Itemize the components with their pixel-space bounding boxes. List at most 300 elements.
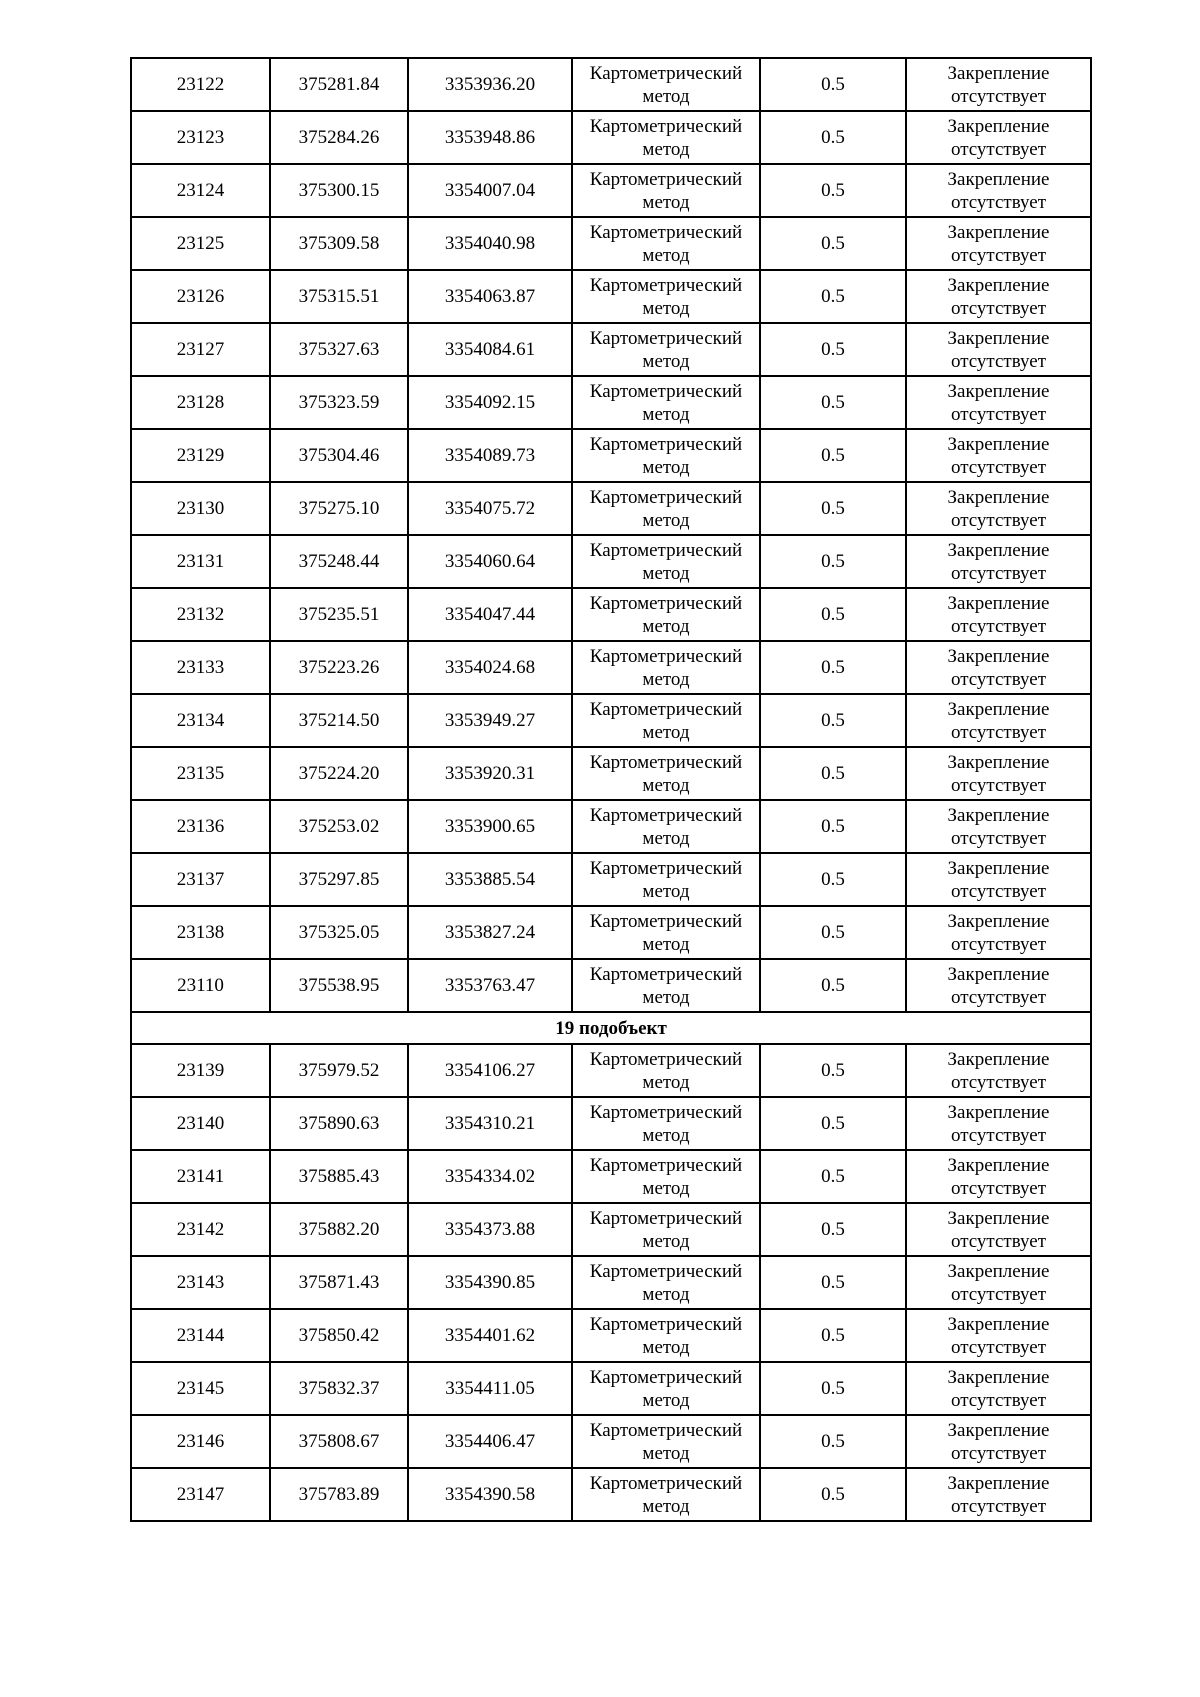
table-row bbox=[131, 800, 1091, 853]
fixing-cell bbox=[906, 694, 1091, 747]
fixing-cell-line-2: отсутствует bbox=[950, 244, 1047, 266]
table-row bbox=[131, 270, 1091, 323]
accuracy-cell: 0.5 bbox=[760, 58, 906, 111]
accuracy-cell: 0.5 bbox=[760, 482, 906, 535]
method-cell-line-1: Картометрический bbox=[589, 327, 743, 349]
section-title: 19 подобъект bbox=[131, 1012, 1091, 1044]
fixing-cell-line-1: Закрепление bbox=[947, 1419, 1050, 1441]
x-coordinate-cell: 375890.63 bbox=[270, 1097, 408, 1150]
accuracy-cell: 0.5 bbox=[760, 1362, 906, 1415]
y-coordinate-cell: 3354401.62 bbox=[408, 1309, 572, 1362]
method-cell bbox=[572, 376, 760, 429]
method-cell-line-2: метод bbox=[642, 562, 690, 584]
table-row bbox=[131, 1415, 1091, 1468]
table-row bbox=[131, 217, 1091, 270]
point-number-cell: 23128 bbox=[131, 376, 270, 429]
method-cell-line-1: Картометрический bbox=[589, 168, 743, 190]
table-row bbox=[131, 1203, 1091, 1256]
table-row bbox=[131, 1256, 1091, 1309]
method-cell bbox=[572, 217, 760, 270]
x-coordinate-cell: 375224.20 bbox=[270, 747, 408, 800]
fixing-cell-line-1: Закрепление bbox=[947, 1154, 1050, 1176]
fixing-cell bbox=[906, 906, 1091, 959]
accuracy-cell: 0.5 bbox=[760, 959, 906, 1012]
x-coordinate-cell: 375253.02 bbox=[270, 800, 408, 853]
table-row bbox=[131, 1150, 1091, 1203]
point-number-cell: 23144 bbox=[131, 1309, 270, 1362]
fixing-cell-line-2: отсутствует bbox=[950, 1071, 1047, 1093]
accuracy-cell: 0.5 bbox=[760, 800, 906, 853]
point-number-cell: 23129 bbox=[131, 429, 270, 482]
method-cell-line-1: Картометрический bbox=[589, 1419, 743, 1441]
document-page bbox=[130, 57, 1090, 1522]
method-cell bbox=[572, 535, 760, 588]
method-cell-line-1: Картометрический bbox=[589, 1313, 743, 1335]
accuracy-cell: 0.5 bbox=[760, 1044, 906, 1097]
point-number-cell: 23142 bbox=[131, 1203, 270, 1256]
y-coordinate-cell: 3354390.58 bbox=[408, 1468, 572, 1521]
x-coordinate-cell: 375309.58 bbox=[270, 217, 408, 270]
fixing-cell bbox=[906, 376, 1091, 429]
fixing-cell-line-1: Закрепление bbox=[947, 274, 1050, 296]
fixing-cell-line-1: Закрепление bbox=[947, 168, 1050, 190]
fixing-cell-line-2: отсутствует bbox=[950, 562, 1047, 584]
method-cell bbox=[572, 164, 760, 217]
point-number-cell: 23134 bbox=[131, 694, 270, 747]
method-cell-line-2: метод bbox=[642, 880, 690, 902]
fixing-cell bbox=[906, 111, 1091, 164]
fixing-cell bbox=[906, 1415, 1091, 1468]
fixing-cell-line-2: отсутствует bbox=[950, 1177, 1047, 1199]
method-cell-line-2: метод bbox=[642, 1230, 690, 1252]
method-cell-line-2: метод bbox=[642, 350, 690, 372]
point-number-cell: 23141 bbox=[131, 1150, 270, 1203]
fixing-cell-line-2: отсутствует bbox=[950, 1389, 1047, 1411]
method-cell bbox=[572, 1415, 760, 1468]
table-row bbox=[131, 694, 1091, 747]
fixing-cell bbox=[906, 1044, 1091, 1097]
fixing-cell-line-1: Закрепление bbox=[947, 115, 1050, 137]
table-row bbox=[131, 323, 1091, 376]
method-cell-line-2: метод bbox=[642, 509, 690, 531]
point-number-cell: 23110 bbox=[131, 959, 270, 1012]
fixing-cell-line-1: Закрепление bbox=[947, 751, 1050, 773]
y-coordinate-cell: 3354390.85 bbox=[408, 1256, 572, 1309]
fixing-cell bbox=[906, 588, 1091, 641]
method-cell-line-2: метод bbox=[642, 297, 690, 319]
accuracy-cell: 0.5 bbox=[760, 588, 906, 641]
method-cell-line-1: Картометрический bbox=[589, 221, 743, 243]
method-cell-line-2: метод bbox=[642, 1336, 690, 1358]
method-cell bbox=[572, 270, 760, 323]
method-cell bbox=[572, 323, 760, 376]
y-coordinate-cell: 3354063.87 bbox=[408, 270, 572, 323]
fixing-cell-line-2: отсутствует bbox=[950, 721, 1047, 743]
table-row bbox=[131, 535, 1091, 588]
fixing-cell-line-1: Закрепление bbox=[947, 592, 1050, 614]
y-coordinate-cell: 3353827.24 bbox=[408, 906, 572, 959]
fixing-cell-line-1: Закрепление bbox=[947, 1048, 1050, 1070]
method-cell-line-1: Картометрический bbox=[589, 1101, 743, 1123]
point-number-cell: 23131 bbox=[131, 535, 270, 588]
method-cell-line-1: Картометрический bbox=[589, 1048, 743, 1070]
table-row bbox=[131, 1362, 1091, 1415]
fixing-cell bbox=[906, 1256, 1091, 1309]
accuracy-cell: 0.5 bbox=[760, 1415, 906, 1468]
method-cell bbox=[572, 482, 760, 535]
point-number-cell: 23138 bbox=[131, 906, 270, 959]
point-number-cell: 23130 bbox=[131, 482, 270, 535]
fixing-cell-line-2: отсутствует bbox=[950, 191, 1047, 213]
point-number-cell: 23124 bbox=[131, 164, 270, 217]
fixing-cell-line-1: Закрепление bbox=[947, 1472, 1050, 1494]
method-cell bbox=[572, 588, 760, 641]
table-row bbox=[131, 1097, 1091, 1150]
fixing-cell-line-2: отсутствует bbox=[950, 933, 1047, 955]
table-row bbox=[131, 1309, 1091, 1362]
fixing-cell bbox=[906, 641, 1091, 694]
fixing-cell-line-1: Закрепление bbox=[947, 433, 1050, 455]
method-cell-line-1: Картометрический bbox=[589, 62, 743, 84]
x-coordinate-cell: 375297.85 bbox=[270, 853, 408, 906]
y-coordinate-cell: 3354334.02 bbox=[408, 1150, 572, 1203]
method-cell-line-2: метод bbox=[642, 138, 690, 160]
method-cell-line-2: метод bbox=[642, 827, 690, 849]
table-row bbox=[131, 111, 1091, 164]
method-cell-line-2: метод bbox=[642, 721, 690, 743]
table-row bbox=[131, 747, 1091, 800]
method-cell bbox=[572, 1203, 760, 1256]
y-coordinate-cell: 3354040.98 bbox=[408, 217, 572, 270]
point-number-cell: 23126 bbox=[131, 270, 270, 323]
method-cell bbox=[572, 747, 760, 800]
x-coordinate-cell: 375538.95 bbox=[270, 959, 408, 1012]
method-cell-line-2: метод bbox=[642, 1283, 690, 1305]
method-cell-line-1: Картометрический bbox=[589, 1207, 743, 1229]
fixing-cell-line-1: Закрепление bbox=[947, 910, 1050, 932]
fixing-cell-line-2: отсутствует bbox=[950, 1336, 1047, 1358]
y-coordinate-cell: 3353920.31 bbox=[408, 747, 572, 800]
fixing-cell bbox=[906, 1203, 1091, 1256]
x-coordinate-cell: 375281.84 bbox=[270, 58, 408, 111]
fixing-cell-line-2: отсутствует bbox=[950, 1495, 1047, 1517]
method-cell-line-1: Картометрический bbox=[589, 274, 743, 296]
fixing-cell-line-1: Закрепление bbox=[947, 857, 1050, 879]
y-coordinate-cell: 3354310.21 bbox=[408, 1097, 572, 1150]
y-coordinate-cell: 3353948.86 bbox=[408, 111, 572, 164]
x-coordinate-cell: 375882.20 bbox=[270, 1203, 408, 1256]
x-coordinate-cell: 375323.59 bbox=[270, 376, 408, 429]
method-cell bbox=[572, 694, 760, 747]
x-coordinate-cell: 375275.10 bbox=[270, 482, 408, 535]
table-row bbox=[131, 853, 1091, 906]
fixing-cell-line-1: Закрепление bbox=[947, 698, 1050, 720]
table-row bbox=[131, 58, 1091, 111]
x-coordinate-cell: 375783.89 bbox=[270, 1468, 408, 1521]
fixing-cell-line-1: Закрепление bbox=[947, 645, 1050, 667]
fixing-cell-line-2: отсутствует bbox=[950, 774, 1047, 796]
table-row bbox=[131, 1468, 1091, 1521]
fixing-cell-line-1: Закрепление bbox=[947, 1366, 1050, 1388]
fixing-cell-line-2: отсутствует bbox=[950, 986, 1047, 1008]
accuracy-cell: 0.5 bbox=[760, 906, 906, 959]
x-coordinate-cell: 375327.63 bbox=[270, 323, 408, 376]
fixing-cell bbox=[906, 323, 1091, 376]
table-row bbox=[131, 959, 1091, 1012]
y-coordinate-cell: 3354060.64 bbox=[408, 535, 572, 588]
method-cell-line-1: Картометрический bbox=[589, 592, 743, 614]
method-cell-line-1: Картометрический bbox=[589, 486, 743, 508]
accuracy-cell: 0.5 bbox=[760, 641, 906, 694]
fixing-cell-line-1: Закрепление bbox=[947, 539, 1050, 561]
fixing-cell-line-1: Закрепление bbox=[947, 1313, 1050, 1335]
y-coordinate-cell: 3353763.47 bbox=[408, 959, 572, 1012]
y-coordinate-cell: 3354024.68 bbox=[408, 641, 572, 694]
accuracy-cell: 0.5 bbox=[760, 1309, 906, 1362]
accuracy-cell: 0.5 bbox=[760, 1468, 906, 1521]
method-cell-line-2: метод bbox=[642, 774, 690, 796]
point-number-cell: 23123 bbox=[131, 111, 270, 164]
method-cell-line-1: Картометрический bbox=[589, 1366, 743, 1388]
x-coordinate-cell: 375214.50 bbox=[270, 694, 408, 747]
table-row bbox=[131, 588, 1091, 641]
point-number-cell: 23122 bbox=[131, 58, 270, 111]
table-row bbox=[131, 164, 1091, 217]
point-number-cell: 23146 bbox=[131, 1415, 270, 1468]
method-cell-line-1: Картометрический bbox=[589, 857, 743, 879]
fixing-cell-line-1: Закрепление bbox=[947, 963, 1050, 985]
y-coordinate-cell: 3354406.47 bbox=[408, 1415, 572, 1468]
method-cell-line-1: Картометрический bbox=[589, 645, 743, 667]
point-number-cell: 23143 bbox=[131, 1256, 270, 1309]
accuracy-cell: 0.5 bbox=[760, 376, 906, 429]
method-cell bbox=[572, 800, 760, 853]
method-cell bbox=[572, 1044, 760, 1097]
fixing-cell-line-2: отсутствует bbox=[950, 509, 1047, 531]
table-row bbox=[131, 482, 1091, 535]
fixing-cell-line-1: Закрепление bbox=[947, 327, 1050, 349]
x-coordinate-cell: 375808.67 bbox=[270, 1415, 408, 1468]
method-cell bbox=[572, 959, 760, 1012]
method-cell-line-1: Картометрический bbox=[589, 539, 743, 561]
method-cell-line-2: метод bbox=[642, 933, 690, 955]
point-number-cell: 23133 bbox=[131, 641, 270, 694]
point-number-cell: 23127 bbox=[131, 323, 270, 376]
point-number-cell: 23136 bbox=[131, 800, 270, 853]
y-coordinate-cell: 3353900.65 bbox=[408, 800, 572, 853]
method-cell-line-1: Картометрический bbox=[589, 1260, 743, 1282]
y-coordinate-cell: 3354084.61 bbox=[408, 323, 572, 376]
method-cell bbox=[572, 1362, 760, 1415]
accuracy-cell: 0.5 bbox=[760, 694, 906, 747]
x-coordinate-cell: 375832.37 bbox=[270, 1362, 408, 1415]
method-cell-line-1: Картометрический bbox=[589, 1154, 743, 1176]
table-row bbox=[131, 641, 1091, 694]
point-number-cell: 23135 bbox=[131, 747, 270, 800]
method-cell-line-2: метод bbox=[642, 85, 690, 107]
x-coordinate-cell: 375304.46 bbox=[270, 429, 408, 482]
fixing-cell bbox=[906, 164, 1091, 217]
point-number-cell: 23137 bbox=[131, 853, 270, 906]
fixing-cell-line-2: отсутствует bbox=[950, 350, 1047, 372]
method-cell-line-2: метод bbox=[642, 1442, 690, 1464]
fixing-cell bbox=[906, 1150, 1091, 1203]
fixing-cell bbox=[906, 1097, 1091, 1150]
method-cell bbox=[572, 906, 760, 959]
fixing-cell-line-2: отсутствует bbox=[950, 827, 1047, 849]
fixing-cell-line-2: отсутствует bbox=[950, 403, 1047, 425]
point-number-cell: 23140 bbox=[131, 1097, 270, 1150]
fixing-cell-line-2: отсутствует bbox=[950, 138, 1047, 160]
x-coordinate-cell: 375248.44 bbox=[270, 535, 408, 588]
method-cell-line-1: Картометрический bbox=[589, 433, 743, 455]
point-number-cell: 23147 bbox=[131, 1468, 270, 1521]
accuracy-cell: 0.5 bbox=[760, 217, 906, 270]
fixing-cell-line-2: отсутствует bbox=[950, 456, 1047, 478]
method-cell-line-2: метод bbox=[642, 986, 690, 1008]
fixing-cell-line-1: Закрепление bbox=[947, 62, 1050, 84]
fixing-cell bbox=[906, 535, 1091, 588]
accuracy-cell: 0.5 bbox=[760, 535, 906, 588]
method-cell-line-1: Картометрический bbox=[589, 698, 743, 720]
method-cell-line-2: метод bbox=[642, 1389, 690, 1411]
accuracy-cell: 0.5 bbox=[760, 164, 906, 217]
method-cell-line-1: Картометрический bbox=[589, 910, 743, 932]
x-coordinate-cell: 375885.43 bbox=[270, 1150, 408, 1203]
method-cell bbox=[572, 1468, 760, 1521]
method-cell bbox=[572, 641, 760, 694]
fixing-cell bbox=[906, 853, 1091, 906]
accuracy-cell: 0.5 bbox=[760, 270, 906, 323]
fixing-cell-line-2: отсутствует bbox=[950, 297, 1047, 319]
method-cell-line-2: метод bbox=[642, 1124, 690, 1146]
method-cell-line-2: метод bbox=[642, 1071, 690, 1093]
table-row bbox=[131, 429, 1091, 482]
x-coordinate-cell: 375284.26 bbox=[270, 111, 408, 164]
fixing-cell-line-2: отсутствует bbox=[950, 668, 1047, 690]
method-cell-line-2: метод bbox=[642, 668, 690, 690]
method-cell-line-1: Картометрический bbox=[589, 751, 743, 773]
coordinates-table-body bbox=[131, 58, 1091, 1521]
x-coordinate-cell: 375979.52 bbox=[270, 1044, 408, 1097]
x-coordinate-cell: 375235.51 bbox=[270, 588, 408, 641]
y-coordinate-cell: 3354373.88 bbox=[408, 1203, 572, 1256]
method-cell-line-2: метод bbox=[642, 456, 690, 478]
method-cell-line-1: Картометрический bbox=[589, 804, 743, 826]
fixing-cell bbox=[906, 747, 1091, 800]
y-coordinate-cell: 3354075.72 bbox=[408, 482, 572, 535]
fixing-cell-line-1: Закрепление bbox=[947, 1260, 1050, 1282]
accuracy-cell: 0.5 bbox=[760, 747, 906, 800]
fixing-cell bbox=[906, 217, 1091, 270]
fixing-cell-line-1: Закрепление bbox=[947, 804, 1050, 826]
y-coordinate-cell: 3353949.27 bbox=[408, 694, 572, 747]
point-number-cell: 23132 bbox=[131, 588, 270, 641]
fixing-cell-line-1: Закрепление bbox=[947, 1101, 1050, 1123]
x-coordinate-cell: 375325.05 bbox=[270, 906, 408, 959]
accuracy-cell: 0.5 bbox=[760, 323, 906, 376]
fixing-cell-line-2: отсутствует bbox=[950, 1230, 1047, 1252]
x-coordinate-cell: 375871.43 bbox=[270, 1256, 408, 1309]
accuracy-cell: 0.5 bbox=[760, 1256, 906, 1309]
coordinates-table bbox=[130, 57, 1092, 1522]
method-cell-line-2: метод bbox=[642, 244, 690, 266]
method-cell-line-2: метод bbox=[642, 403, 690, 425]
fixing-cell bbox=[906, 429, 1091, 482]
fixing-cell-line-1: Закрепление bbox=[947, 380, 1050, 402]
fixing-cell bbox=[906, 270, 1091, 323]
fixing-cell bbox=[906, 1468, 1091, 1521]
fixing-cell bbox=[906, 1309, 1091, 1362]
y-coordinate-cell: 3354106.27 bbox=[408, 1044, 572, 1097]
fixing-cell-line-2: отсутствует bbox=[950, 615, 1047, 637]
y-coordinate-cell: 3354007.04 bbox=[408, 164, 572, 217]
method-cell bbox=[572, 1256, 760, 1309]
fixing-cell-line-2: отсутствует bbox=[950, 1283, 1047, 1305]
y-coordinate-cell: 3353885.54 bbox=[408, 853, 572, 906]
table-row bbox=[131, 906, 1091, 959]
method-cell bbox=[572, 58, 760, 111]
y-coordinate-cell: 3354047.44 bbox=[408, 588, 572, 641]
section-header-row bbox=[131, 1012, 1091, 1044]
fixing-cell-line-1: Закрепление bbox=[947, 1207, 1050, 1229]
y-coordinate-cell: 3354411.05 bbox=[408, 1362, 572, 1415]
y-coordinate-cell: 3354089.73 bbox=[408, 429, 572, 482]
table-row bbox=[131, 1044, 1091, 1097]
fixing-cell bbox=[906, 58, 1091, 111]
method-cell bbox=[572, 853, 760, 906]
x-coordinate-cell: 375315.51 bbox=[270, 270, 408, 323]
fixing-cell bbox=[906, 800, 1091, 853]
method-cell-line-2: метод bbox=[642, 615, 690, 637]
fixing-cell-line-2: отсутствует bbox=[950, 1442, 1047, 1464]
point-number-cell: 23125 bbox=[131, 217, 270, 270]
table-row bbox=[131, 376, 1091, 429]
method-cell bbox=[572, 429, 760, 482]
method-cell bbox=[572, 111, 760, 164]
fixing-cell-line-2: отсутствует bbox=[950, 1124, 1047, 1146]
fixing-cell bbox=[906, 482, 1091, 535]
method-cell-line-2: метод bbox=[642, 191, 690, 213]
accuracy-cell: 0.5 bbox=[760, 1097, 906, 1150]
method-cell bbox=[572, 1097, 760, 1150]
method-cell-line-1: Картометрический bbox=[589, 115, 743, 137]
fixing-cell-line-1: Закрепление bbox=[947, 486, 1050, 508]
x-coordinate-cell: 375850.42 bbox=[270, 1309, 408, 1362]
accuracy-cell: 0.5 bbox=[760, 1150, 906, 1203]
y-coordinate-cell: 3354092.15 bbox=[408, 376, 572, 429]
method-cell-line-1: Картометрический bbox=[589, 1472, 743, 1494]
x-coordinate-cell: 375223.26 bbox=[270, 641, 408, 694]
point-number-cell: 23145 bbox=[131, 1362, 270, 1415]
y-coordinate-cell: 3353936.20 bbox=[408, 58, 572, 111]
fixing-cell bbox=[906, 1362, 1091, 1415]
accuracy-cell: 0.5 bbox=[760, 853, 906, 906]
method-cell-line-1: Картометрический bbox=[589, 380, 743, 402]
fixing-cell-line-2: отсутствует bbox=[950, 85, 1047, 107]
fixing-cell-line-2: отсутствует bbox=[950, 880, 1047, 902]
x-coordinate-cell: 375300.15 bbox=[270, 164, 408, 217]
fixing-cell-line-1: Закрепление bbox=[947, 221, 1050, 243]
method-cell-line-2: метод bbox=[642, 1495, 690, 1517]
method-cell bbox=[572, 1309, 760, 1362]
method-cell-line-2: метод bbox=[642, 1177, 690, 1199]
method-cell bbox=[572, 1150, 760, 1203]
method-cell-line-1: Картометрический bbox=[589, 963, 743, 985]
accuracy-cell: 0.5 bbox=[760, 1203, 906, 1256]
fixing-cell bbox=[906, 959, 1091, 1012]
accuracy-cell: 0.5 bbox=[760, 429, 906, 482]
